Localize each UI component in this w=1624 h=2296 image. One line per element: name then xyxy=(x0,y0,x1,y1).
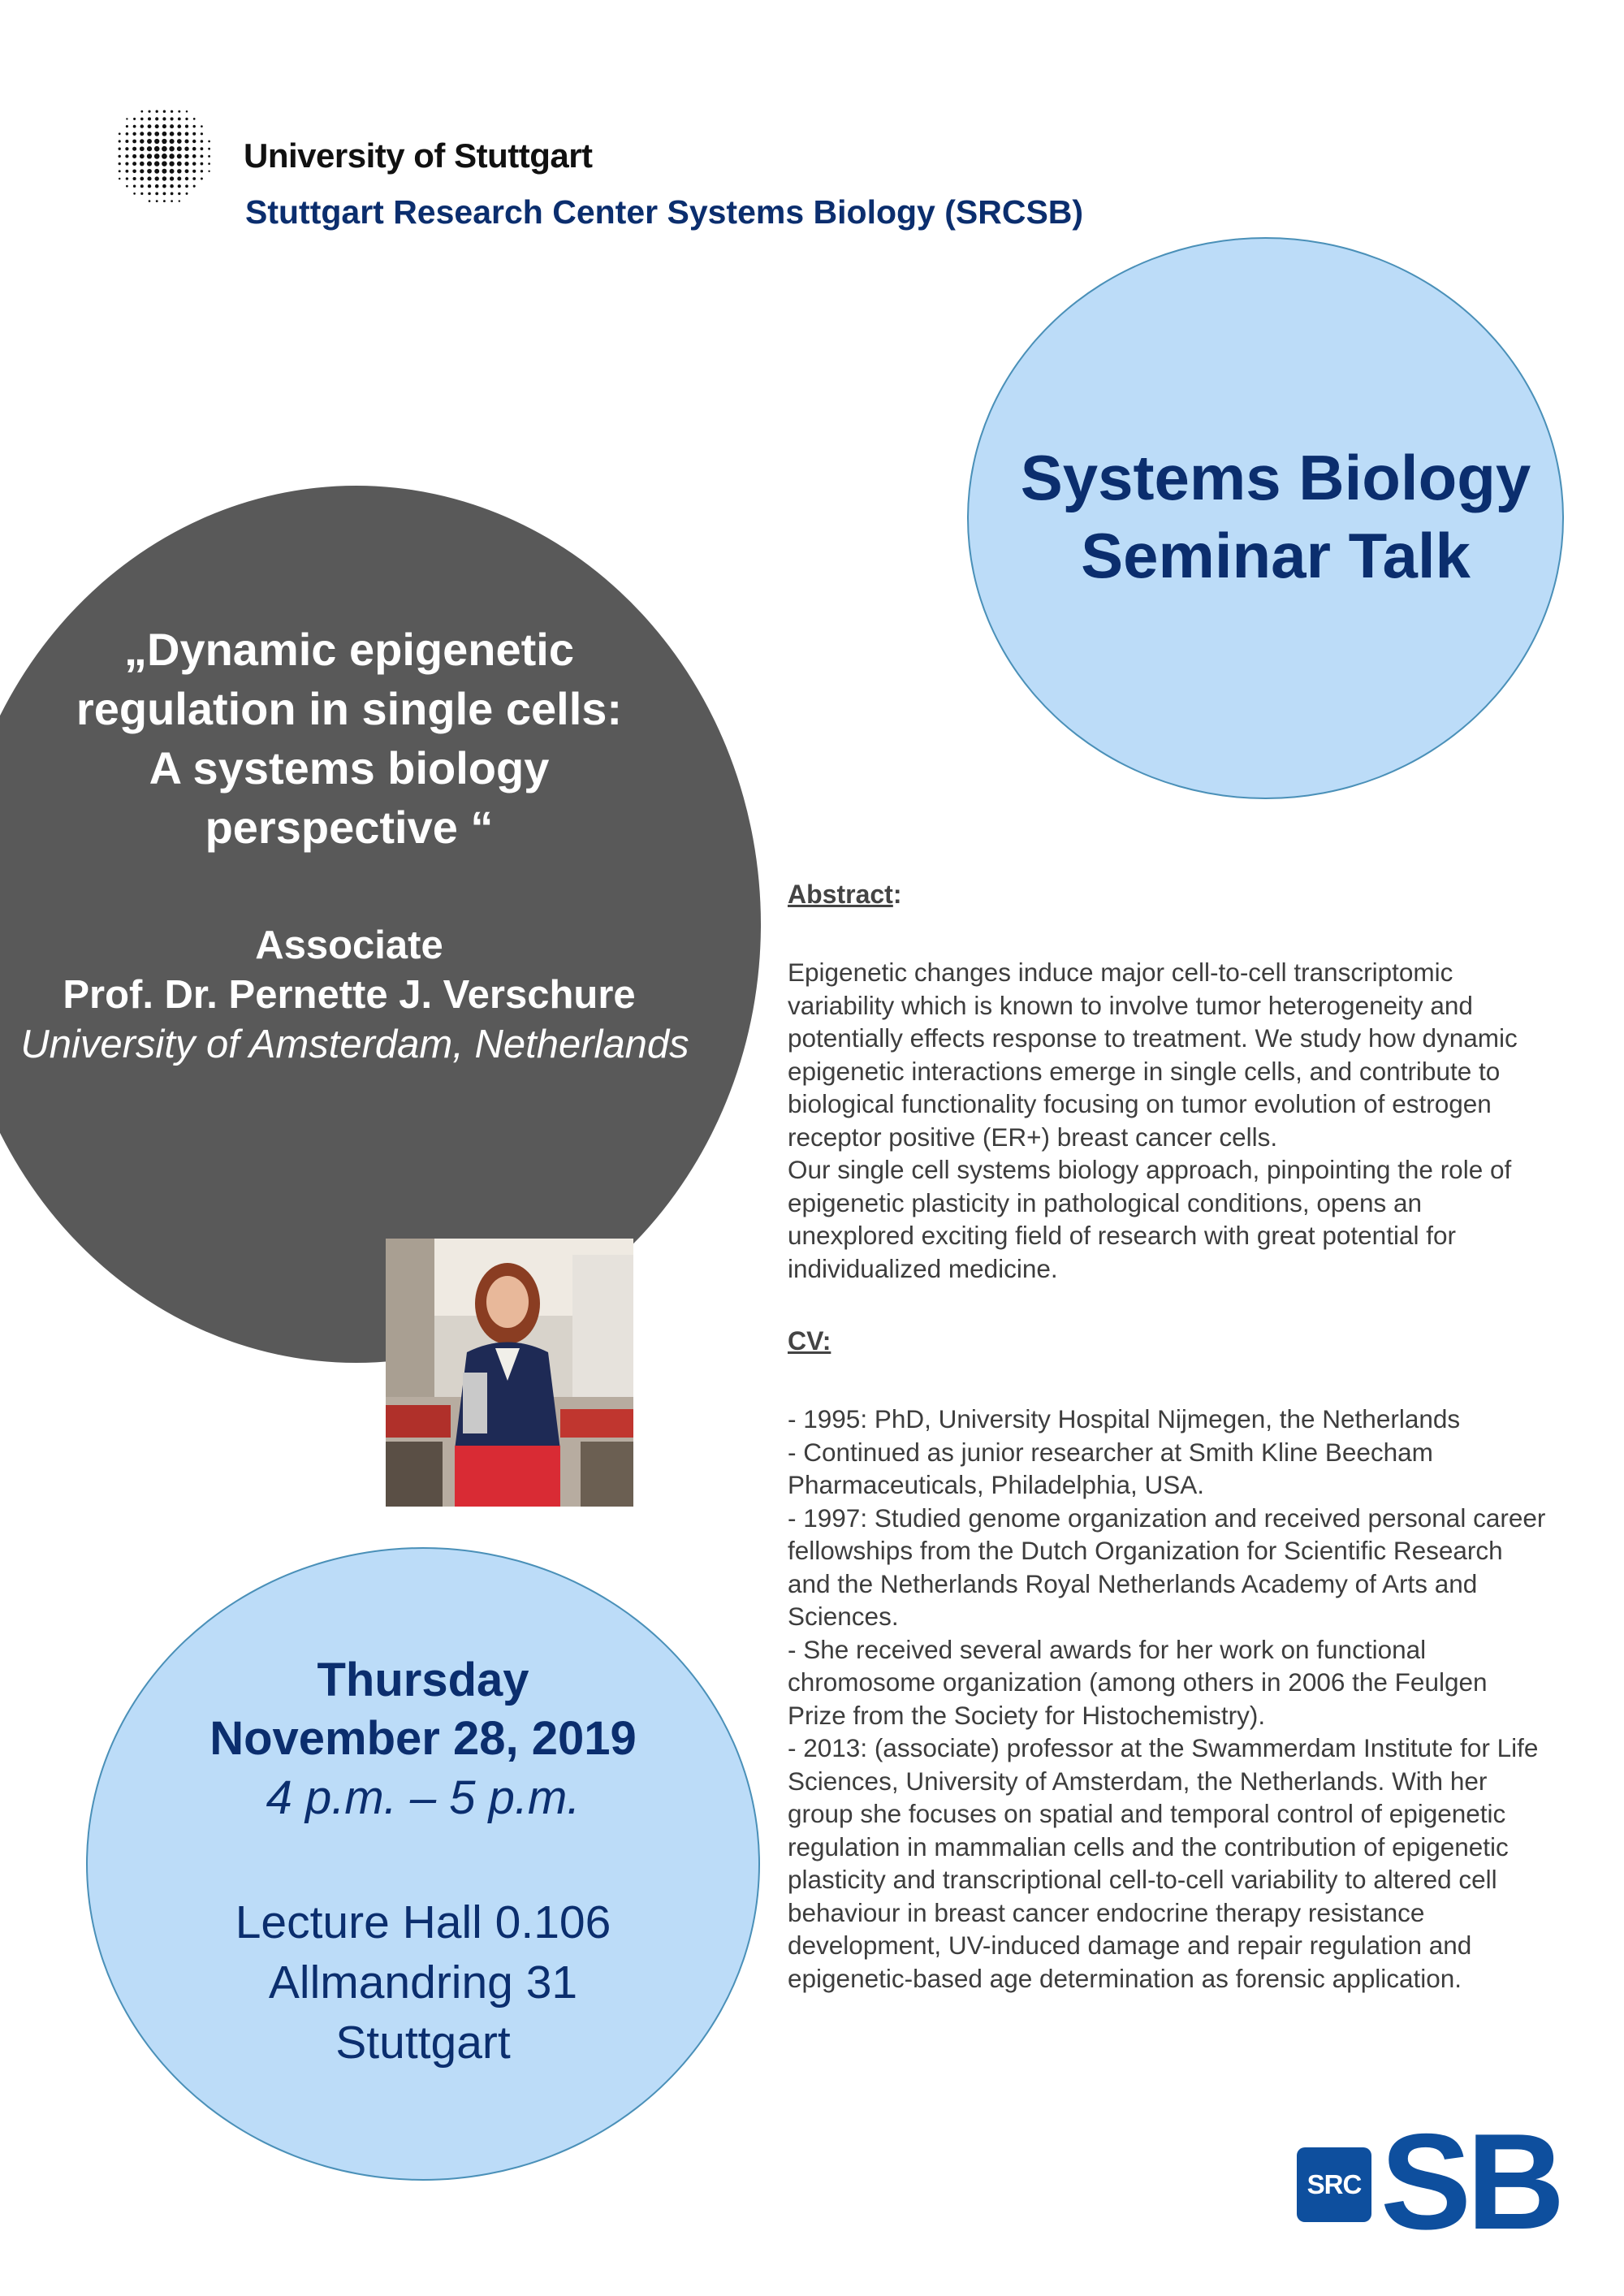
seminar-heading-line2: Seminar Talk xyxy=(1081,520,1471,591)
event-time: 4 p.m. – 5 p.m. xyxy=(266,1771,581,1824)
speaker-role: Associate xyxy=(255,923,443,967)
event-venue: Lecture Hall 0.106 Allmandring 31 Stuttgart xyxy=(235,1896,611,2069)
university-name: University of Stuttgart xyxy=(244,136,593,175)
cv-heading xyxy=(788,1326,831,1356)
event-date: November 28, 2019 xyxy=(209,1712,637,1765)
seminar-heading-line1: Systems Biology xyxy=(1020,442,1531,513)
speaker-affiliation: University of Amsterdam, Netherlands xyxy=(20,1023,689,1066)
src-logo-box: SRC xyxy=(1297,2147,1371,2222)
university-logo-icon xyxy=(110,102,215,207)
talk-title: „Dynamic epigenetic regulation in single cells: A systems biology perspective “ xyxy=(76,624,623,853)
speaker-name: Prof. Dr. Pernette J. Verschure xyxy=(63,973,636,1017)
event-day: Thursday xyxy=(317,1654,529,1706)
sb-logo-text: SB xyxy=(1380,2105,1561,2258)
abstract-heading-label: Abstract xyxy=(788,880,893,909)
cv-heading-label: CV: xyxy=(788,1326,831,1356)
speaker-photo xyxy=(386,1239,633,1507)
research-center-name: Stuttgart Research Center Systems Biology (SRCSB) xyxy=(245,193,1084,231)
abstract-text: Epigenetic changes induce major cell-to-cell transcriptomic variability which is known to involve tumor heterogeneity and potentially effects response to treatment. We study how dynamic epigenetic interactions emerge in single cells, and contribute to biological functionality focusing on tumor evolution of estrogen receptor positive (ER+) breast cancer cells. Our single cell systems biology approach, pinpointing the role of epigenetic plasticity in pathological conditions, opens an unexplored exciting field of research with great potential for individualized medicine. xyxy=(788,958,1518,1283)
date-circle xyxy=(86,1547,760,2181)
cv-text: - 1995: PhD, University Hospital Nijmegen, the Netherlands - Continued as junior researcher at Smith Kline Beecham Pharmaceuticals, Philadelphia, USA. - 1997: Studied genome organization and received personal career fellowships from the Dutch Organization for Scientific Research and the Netherlands Royal Netherlands Academy of Arts and Sciences. - She received several awards for her work on functional chromosome organization (among others in 2006 the Feulgen Prize from the Society for Histochemistry). - 2013: (associate) professor at the Swammerdam Institute for Life Sciences, University of Amsterdam, the Netherlands. With her group she focuses on spatial and temporal control of epigenetic regulation in mammalian cells and the contribution of epigenetic plasticity and transcriptional cell-to-cell variability to altered cell behaviour in breast cancer endocrine therapy resistance development, UV-induced damage and repair regulation and epigenetic-based age determination as forensic application. xyxy=(788,1404,1546,1993)
abstract-heading xyxy=(788,880,901,910)
seminar-heading xyxy=(967,439,1584,595)
abstract-heading-colon: : xyxy=(892,880,902,909)
